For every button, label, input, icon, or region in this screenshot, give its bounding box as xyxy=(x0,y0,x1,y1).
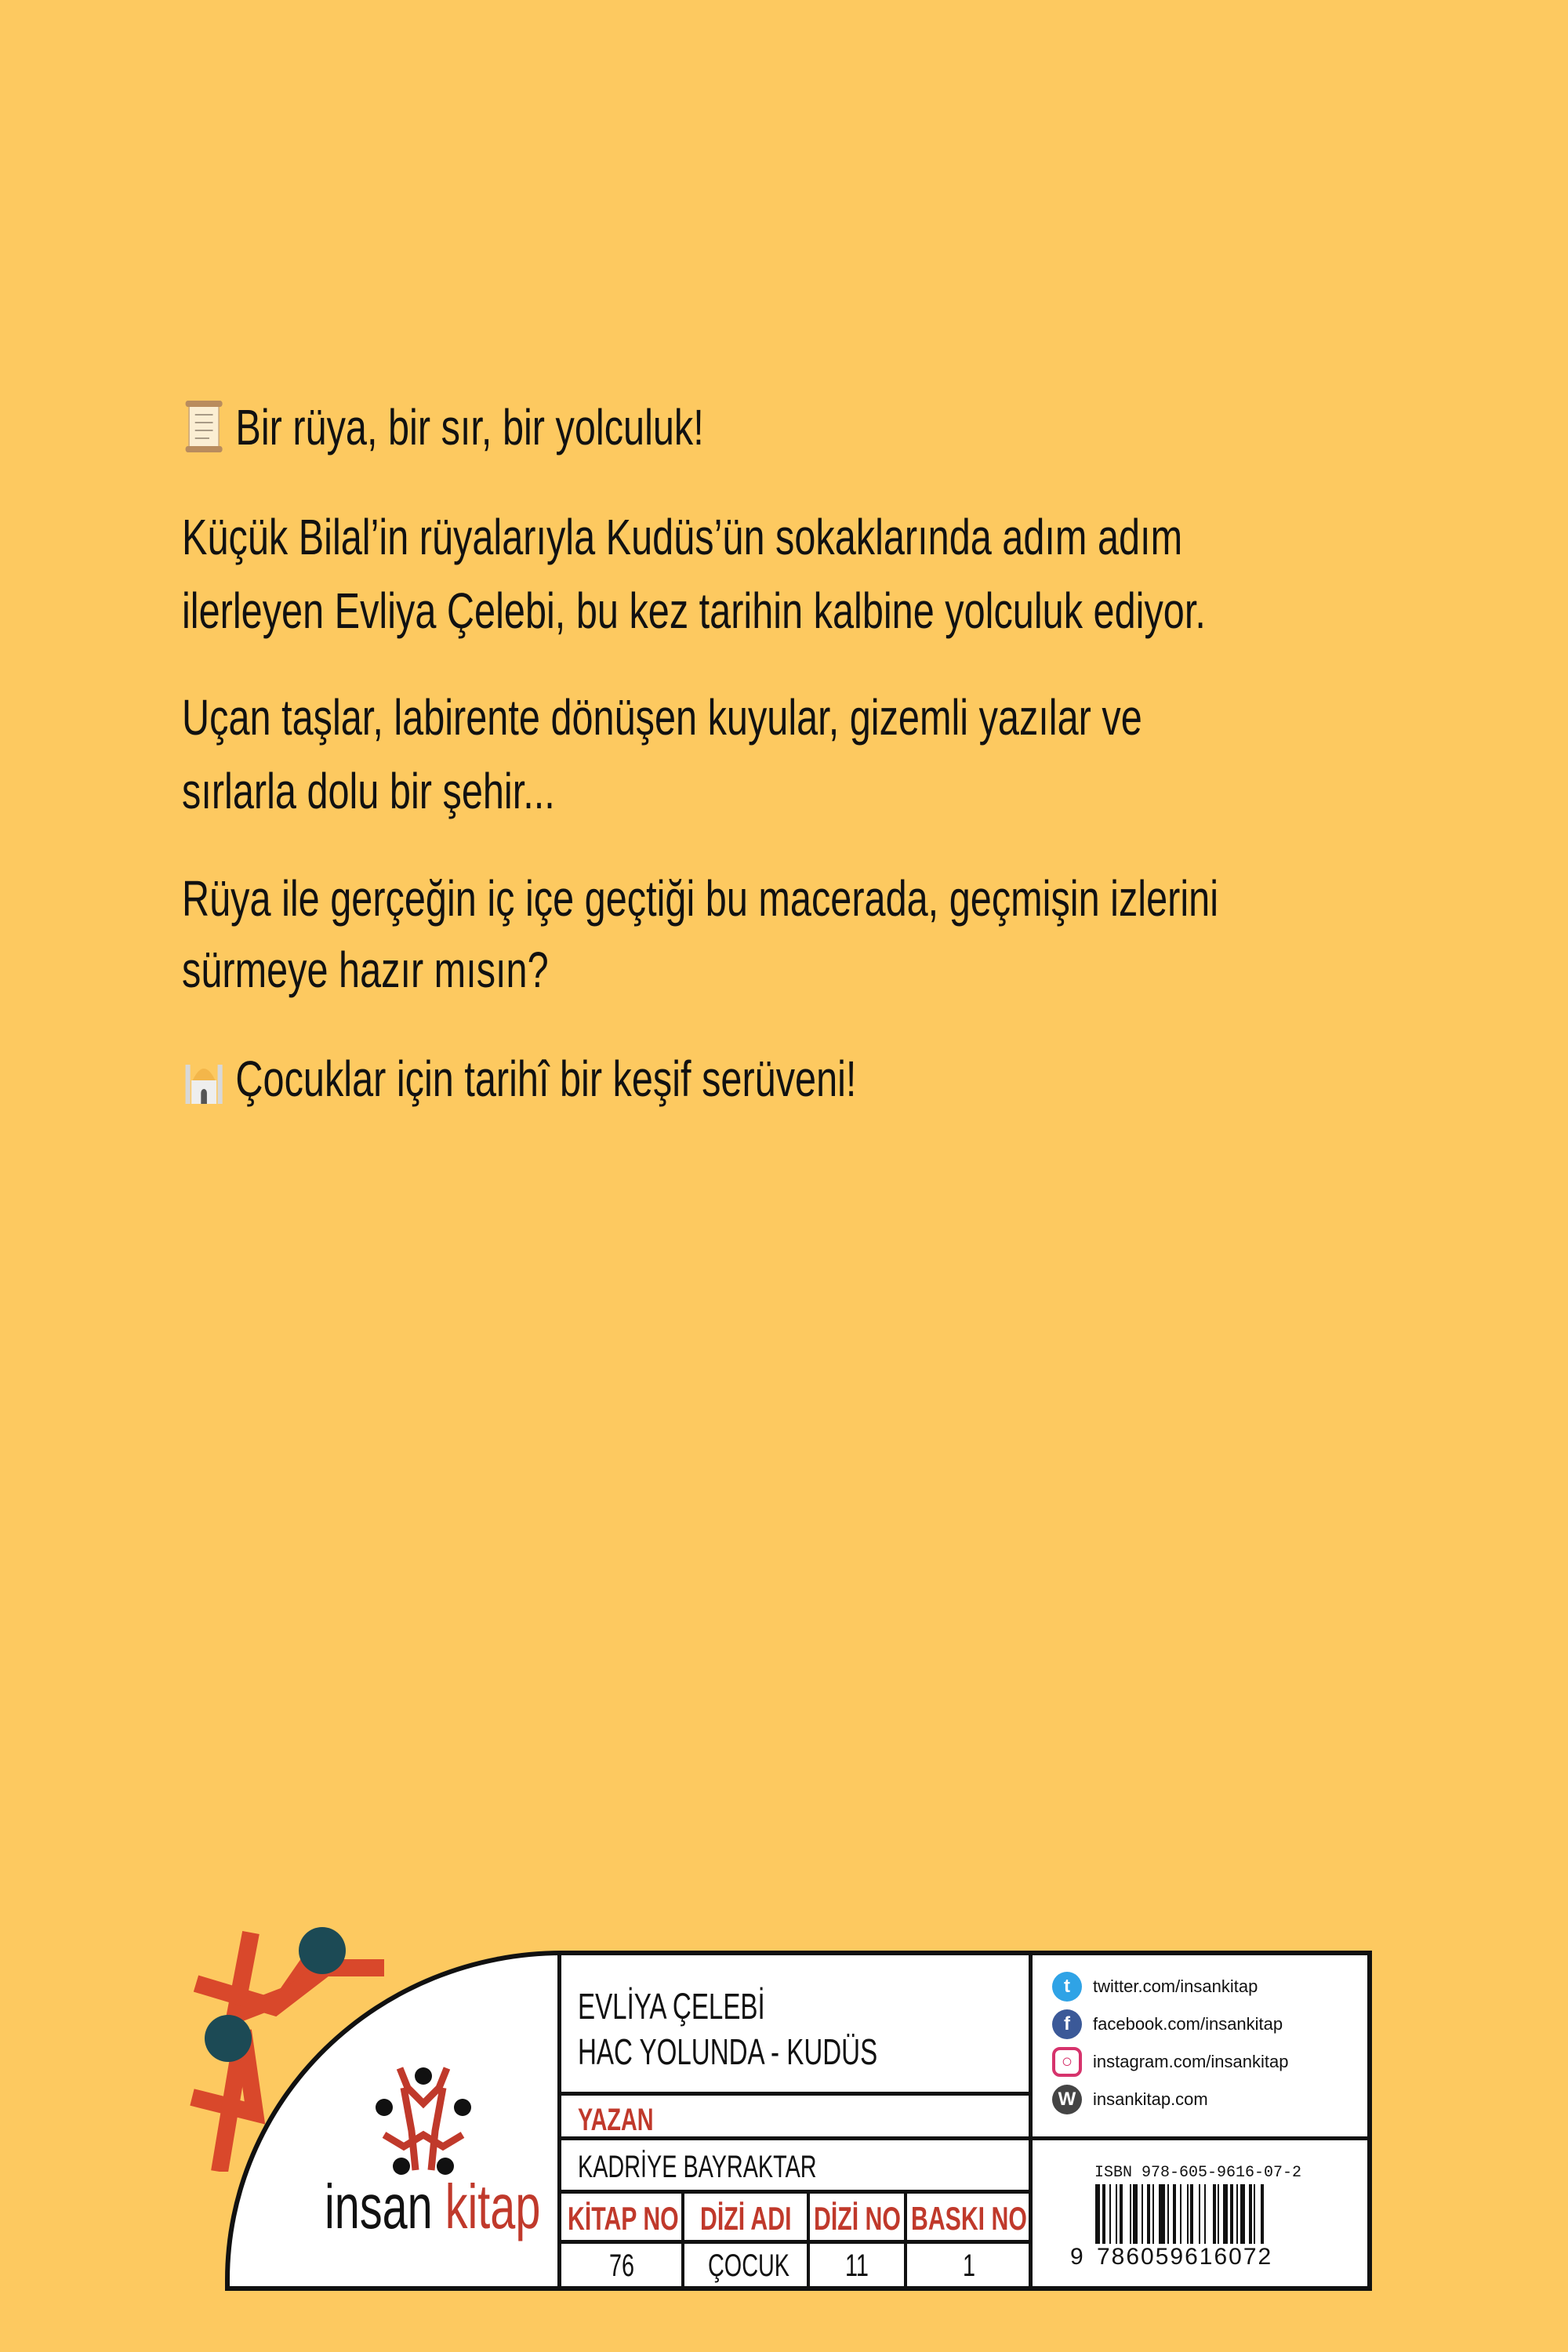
tagline xyxy=(182,396,704,459)
value-baski-no: 1 xyxy=(963,2249,976,2283)
scroll-icon xyxy=(182,397,226,456)
barcode-bar xyxy=(1102,2184,1105,2250)
isbn-label: ISBN 978-605-9616-07-2 xyxy=(1094,2164,1302,2182)
social-instagram[interactable] xyxy=(1052,2047,1288,2077)
barcode-bar xyxy=(1223,2184,1228,2250)
closing-text: Çocuklar için tarihî bir keşif serüveni! xyxy=(235,1051,857,1107)
paragraph-2-line-1: Uçan taşlar, labirente dönüşen kuyular, gizemli yazılar ve xyxy=(182,689,1142,746)
paragraph-3-line-2: sürmeye hazır mısın? xyxy=(182,942,549,998)
social-text: instagram.com/insankitap xyxy=(1093,2052,1289,2071)
paragraph-1-line-1: Küçük Bilal’in rüyalarıyla Kudüs’ün sokaklarında adım adım xyxy=(182,509,1183,565)
value-dizi-no: 11 xyxy=(845,2249,869,2283)
barcode-bar xyxy=(1173,2184,1176,2250)
barcode-bar xyxy=(1254,2184,1255,2250)
barcode-bar xyxy=(1120,2184,1123,2250)
barcode xyxy=(1095,2184,1307,2250)
barcode-bar xyxy=(1249,2184,1252,2250)
twitter-icon: t xyxy=(1052,1972,1082,2002)
barcode-bar xyxy=(1261,2184,1264,2250)
social-website[interactable] xyxy=(1052,2085,1208,2114)
facebook-icon: f xyxy=(1052,2009,1082,2039)
barcode-bar xyxy=(1213,2184,1216,2250)
book-title-line-1: EVLİYA ÇELEBİ xyxy=(578,1986,765,2027)
value-dizi-adi: ÇOCUK xyxy=(708,2249,790,2283)
isbn-first-digit: 9 xyxy=(1070,2244,1083,2270)
barcode-bar xyxy=(1142,2184,1143,2250)
instagram-icon: ○ xyxy=(1052,2047,1082,2077)
book-title-line-2: HAC YOLUNDA - KUDÜS xyxy=(578,2031,878,2072)
header-baski-no: BASKI NO xyxy=(911,2200,1027,2237)
barcode-bar xyxy=(1109,2184,1111,2250)
author-label: YAZAN xyxy=(578,2103,654,2137)
social-text: facebook.com/insankitap xyxy=(1093,2014,1283,2034)
barcode-bar xyxy=(1218,2184,1219,2250)
tagline-text: Bir rüya, bir sır, bir yolculuk! xyxy=(235,399,704,456)
header-dizi-adi: DİZİ ADI xyxy=(700,2200,792,2237)
isbn-digits: 786059616072 xyxy=(1097,2244,1273,2270)
author-name: KADRİYE BAYRAKTAR xyxy=(578,2150,817,2184)
value-kitap-no: 76 xyxy=(609,2249,635,2283)
mosque-icon xyxy=(182,1049,226,1107)
barcode-bar xyxy=(1199,2184,1200,2250)
publisher-logo-text: insan kitap xyxy=(325,2172,541,2241)
barcode-bar xyxy=(1236,2184,1238,2250)
barcode-bar xyxy=(1147,2184,1150,2250)
closing-line xyxy=(182,1047,856,1110)
barcode-bar xyxy=(1152,2184,1154,2250)
barcode-bar xyxy=(1095,2184,1100,2250)
web-icon: W xyxy=(1052,2085,1082,2114)
paragraph-3-line-1: Rüya ile gerçeğin iç içe geçtiği bu macerada, geçmişin izlerini xyxy=(182,870,1218,927)
barcode-bar xyxy=(1190,2184,1193,2250)
barcode-bar xyxy=(1159,2184,1165,2250)
barcode-bar xyxy=(1187,2184,1189,2250)
barcode-bar xyxy=(1180,2184,1181,2250)
barcode-bar xyxy=(1204,2184,1206,2250)
barcode-bar xyxy=(1130,2184,1131,2250)
social-twitter[interactable] xyxy=(1052,1972,1258,2002)
header-kitap-no: KİTAP NO xyxy=(568,2200,679,2237)
barcode-bar xyxy=(1167,2184,1169,2250)
paragraph-2-line-2: sırlarla dolu bir şehir... xyxy=(182,763,555,819)
barcode-bar xyxy=(1230,2184,1233,2250)
barcode-bar xyxy=(1240,2184,1245,2250)
insan-kitap-logo-icon xyxy=(361,2060,486,2186)
barcode-bar xyxy=(1133,2184,1138,2250)
social-text: insankitap.com xyxy=(1093,2089,1208,2109)
paragraph-1-line-2: ilerleyen Evliya Çelebi, bu kez tarihin kalbine yolculuk ediyor. xyxy=(182,583,1206,639)
barcode-bar xyxy=(1116,2184,1117,2250)
header-dizi-no: DİZİ NO xyxy=(814,2200,901,2237)
social-text: twitter.com/insankitap xyxy=(1093,1976,1258,1996)
social-facebook[interactable] xyxy=(1052,2009,1283,2039)
